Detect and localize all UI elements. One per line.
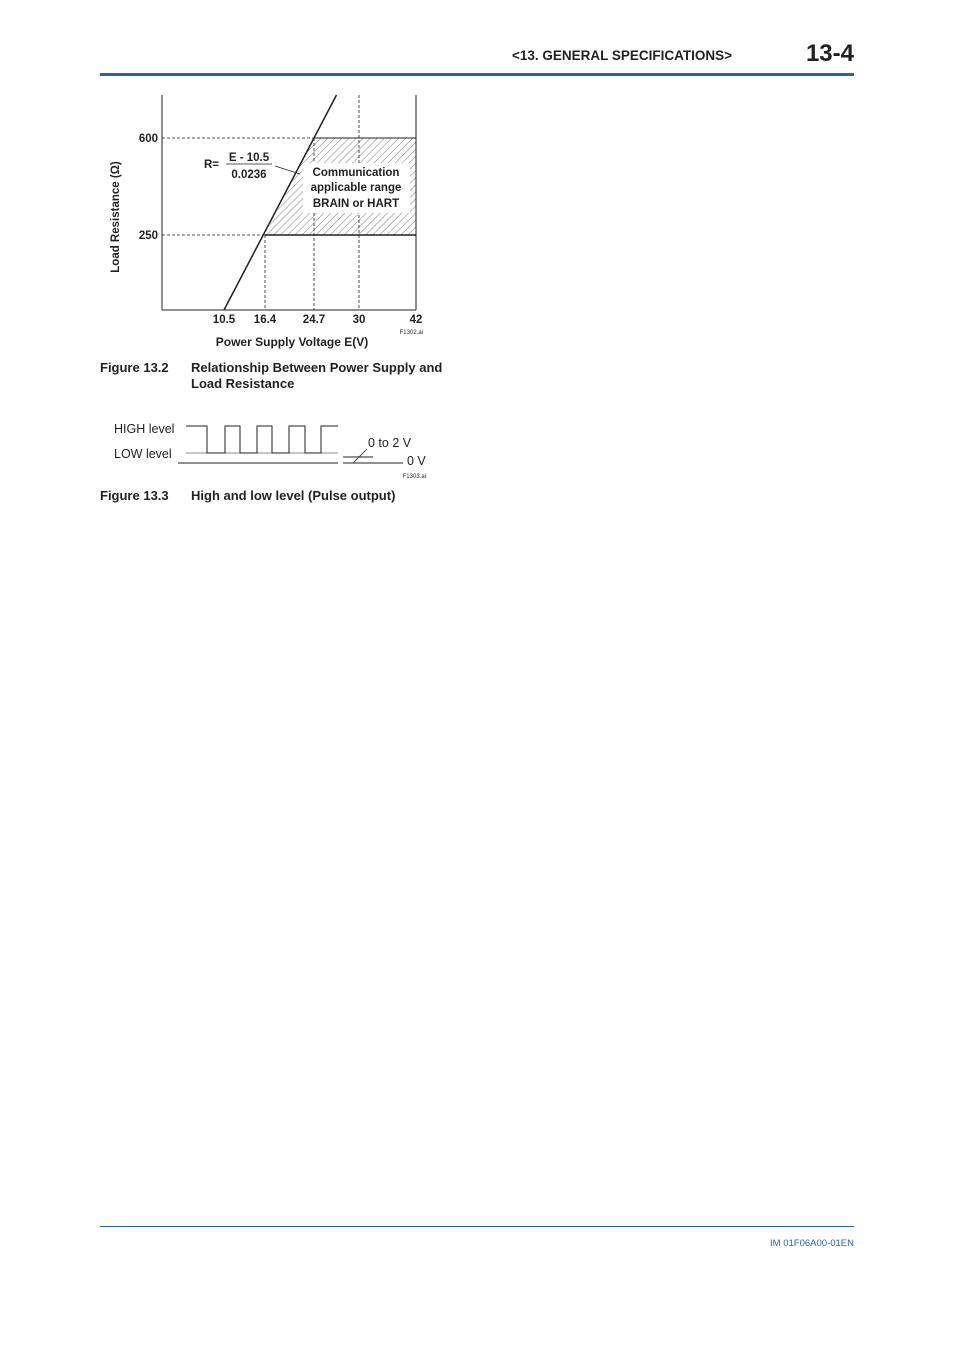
x-tick-label: 30 xyxy=(352,314,366,326)
y-tick-label: 250 xyxy=(138,230,158,242)
x-tick-label: 42 xyxy=(409,314,423,326)
formula-numerator: E - 10.5 xyxy=(228,152,270,164)
formula-denominator: 0.0236 xyxy=(231,169,267,181)
load-resistance-chart xyxy=(100,90,460,355)
formula-leader xyxy=(275,166,300,174)
region-label-line: BRAIN or HART xyxy=(312,198,400,210)
range-label: 0 to 2 V xyxy=(368,436,412,450)
x-tick-label: 24.7 xyxy=(302,314,326,326)
formula-lhs: R= xyxy=(204,159,220,171)
figure-title: High and low level (Pulse output) xyxy=(191,488,396,503)
figure-title xyxy=(191,360,442,392)
figure-number: Figure 13.2 xyxy=(100,360,169,375)
pulse-waveform xyxy=(186,426,338,453)
low-level-label: LOW level xyxy=(114,447,172,461)
region-label-line: Communication xyxy=(312,167,400,179)
file-tag: F1302.ai xyxy=(399,330,423,336)
pulse-output-diagram xyxy=(100,415,440,485)
y-axis-label: Load Resistance (Ω) xyxy=(110,161,122,273)
document-code: IM 01F06A00-01EN xyxy=(770,1238,854,1249)
high-level-label: HIGH level xyxy=(114,422,175,436)
zero-volt-label: 0 V xyxy=(407,454,426,468)
y-tick-label: 600 xyxy=(138,133,158,145)
region-label-line: applicable range xyxy=(310,182,402,194)
page-number: 13-4 xyxy=(805,40,854,67)
figure-title-line: Load Resistance xyxy=(191,376,295,391)
header-rule xyxy=(100,73,854,76)
x-tick-label: 16.4 xyxy=(253,314,277,326)
range-leader xyxy=(353,449,367,463)
figure-number: Figure 13.3 xyxy=(100,488,169,503)
figure-title-line: Relationship Between Power Supply and xyxy=(191,360,443,375)
section-title: <13. GENERAL SPECIFICATIONS> xyxy=(511,48,732,63)
file-tag: F1303.ai xyxy=(402,474,426,480)
x-axis-label: Power Supply Voltage E(V) xyxy=(215,335,369,349)
footer-rule xyxy=(100,1226,854,1227)
x-tick-label: 10.5 xyxy=(212,314,236,326)
